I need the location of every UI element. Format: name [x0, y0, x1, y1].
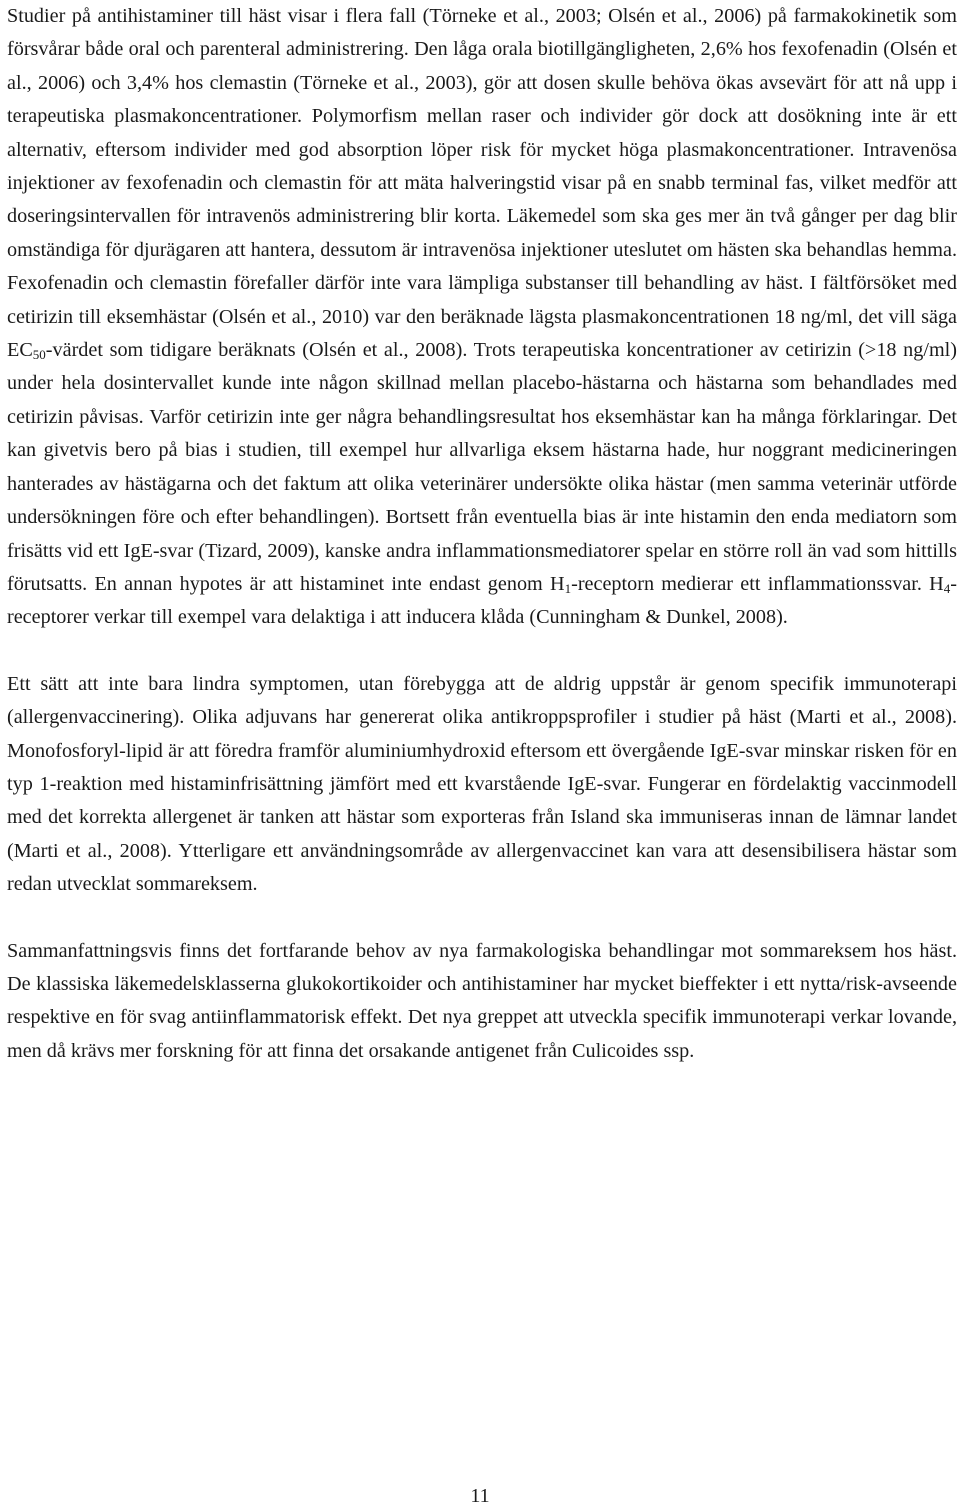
paragraph-text: -receptorn medierar ett inflammationssvar. H — [571, 572, 944, 595]
subscript-1: 1 — [564, 580, 572, 596]
subscript-4: 4 — [943, 580, 951, 596]
paragraph-text: -receptorer verkar till exempel vara delaktiga i att inducera klåda (Cunningham & Dunkel, 2008). — [7, 572, 957, 629]
paragraph-text: -värdet som tidigare beräknats (Olsén et al., 2008). Trots terapeutiska koncentrationer av cetirizin (>18 ng/ml) under hela dosintervallet kunde inte någon skillnad mellan placebo-hästarna och hästarna som behandlades med cetirizin påvisas. Varför cetirizin inte ger några behandlingsresultat hos eksemhästar kan ha många förklaringar. Det kan givetvis bero på bias i studien, till exempel hur allvarliga eksem hästarna hade, hur noggrant medicineringen hanterades av hästägarna och det faktum att olika veterinärer undersökte olika hästar (men samma veterinär utförde undersökningen före och efter behandlingen). Bortsett från eventuella bias är inte histamin den enda mediatorn som frisätts vid ett IgE-svar (Tizard, 2009), kanske andra inflammationsmediatorer spelar en större roll än vad som hittills förutsatts. En annan hypotes är att histaminet inte endast genom H — [7, 339, 957, 595]
paragraph-antihistamines — [7, 0, 957, 635]
subscript-50: 50 — [32, 347, 46, 363]
paragraph-text: Studier på antihistaminer till häst visar i flera fall (Törneke et al., 2003; Olsén et al., 2006) på farmakokinetik som försvårar både oral och parenteral administrering. Den låga orala biotillgängligheten, 2,6% hos fexofenadin (Olsén et al., 2006) och 3,4% hos clemastin (Törneke et al., 2003), gör att dosen skulle behöva ökas avsevärt för att nå upp i terapeutiska plasmakoncentrationer. Polymorfism mellan raser och individer gör dock att dosökning inte är ett alternativ, eftersom individer med god absorption löper risk för mycket höga plasmakoncentrationer. Intravenösa injektioner av fexofenadin och clemastin för att mäta halveringstid visar på en snabb terminal fas, vilket medför att doseringsintervallen för intravenös administrering blir korta. Läkemedel som ska ges mer än två gånger per dag blir omständiga för djurägaren att hantera, dessutom är intravenösa injektioner uteslutet om hästen ska behandlas hemma. Fexofenadin och clemastin förefaller därför inte vara lämpliga substanser till behandling av häst. I fältförsöket med cetirizin till eksemhästar (Olsén et al., 2010) var den beräknade lägsta plasmakoncentrationen 18 ng/ml, det vill säga EC — [7, 5, 957, 362]
page-number: 11 — [470, 1485, 490, 1507]
document-page — [7, 0, 957, 1068]
paragraph-summary: Sammanfattningsvis finns det fortfarande behov av nya farmakologiska behandlingar mot sommareksem hos häst. De klassiska läkemedelsklasserna glukokortikoider och antihistaminer har mycket bieffekter i ett nytta/risk-avseende respektive en för svag antiinflammatorisk effekt. Det nya greppet att utveckla specifik immunoterapi verkar lovande, men då krävs mer forskning för att finna det orsakande antigenet från Culicoides ssp. — [7, 939, 957, 1062]
paragraph-immunotherapy: Ett sätt att inte bara lindra symptomen, utan förebygga att de aldrig uppstår är genom specifik immunoterapi (allergenvaccinering). Olika adjuvans har genererat olika antikroppsprofiler i studier på häst (Marti et al., 2008). Monofosforyl-lipid är att föredra framför aluminiumhydroxid eftersom ett övergående IgE-svar minskar risken för en typ 1-reaktion med histaminfrisättning jämfört med ett kvarstående IgE-svar. Fungerar en fördelaktig vaccinmodell med det korrekta allergenet är tanken att hästar som exporteras från Island ska immuniseras innan de lämnar landet (Marti et al., 2008). Ytterligare ett användningsområde av allergenvaccinet kan vara att desensibilisera hästar som redan utvecklat sommareksem. — [7, 672, 957, 896]
